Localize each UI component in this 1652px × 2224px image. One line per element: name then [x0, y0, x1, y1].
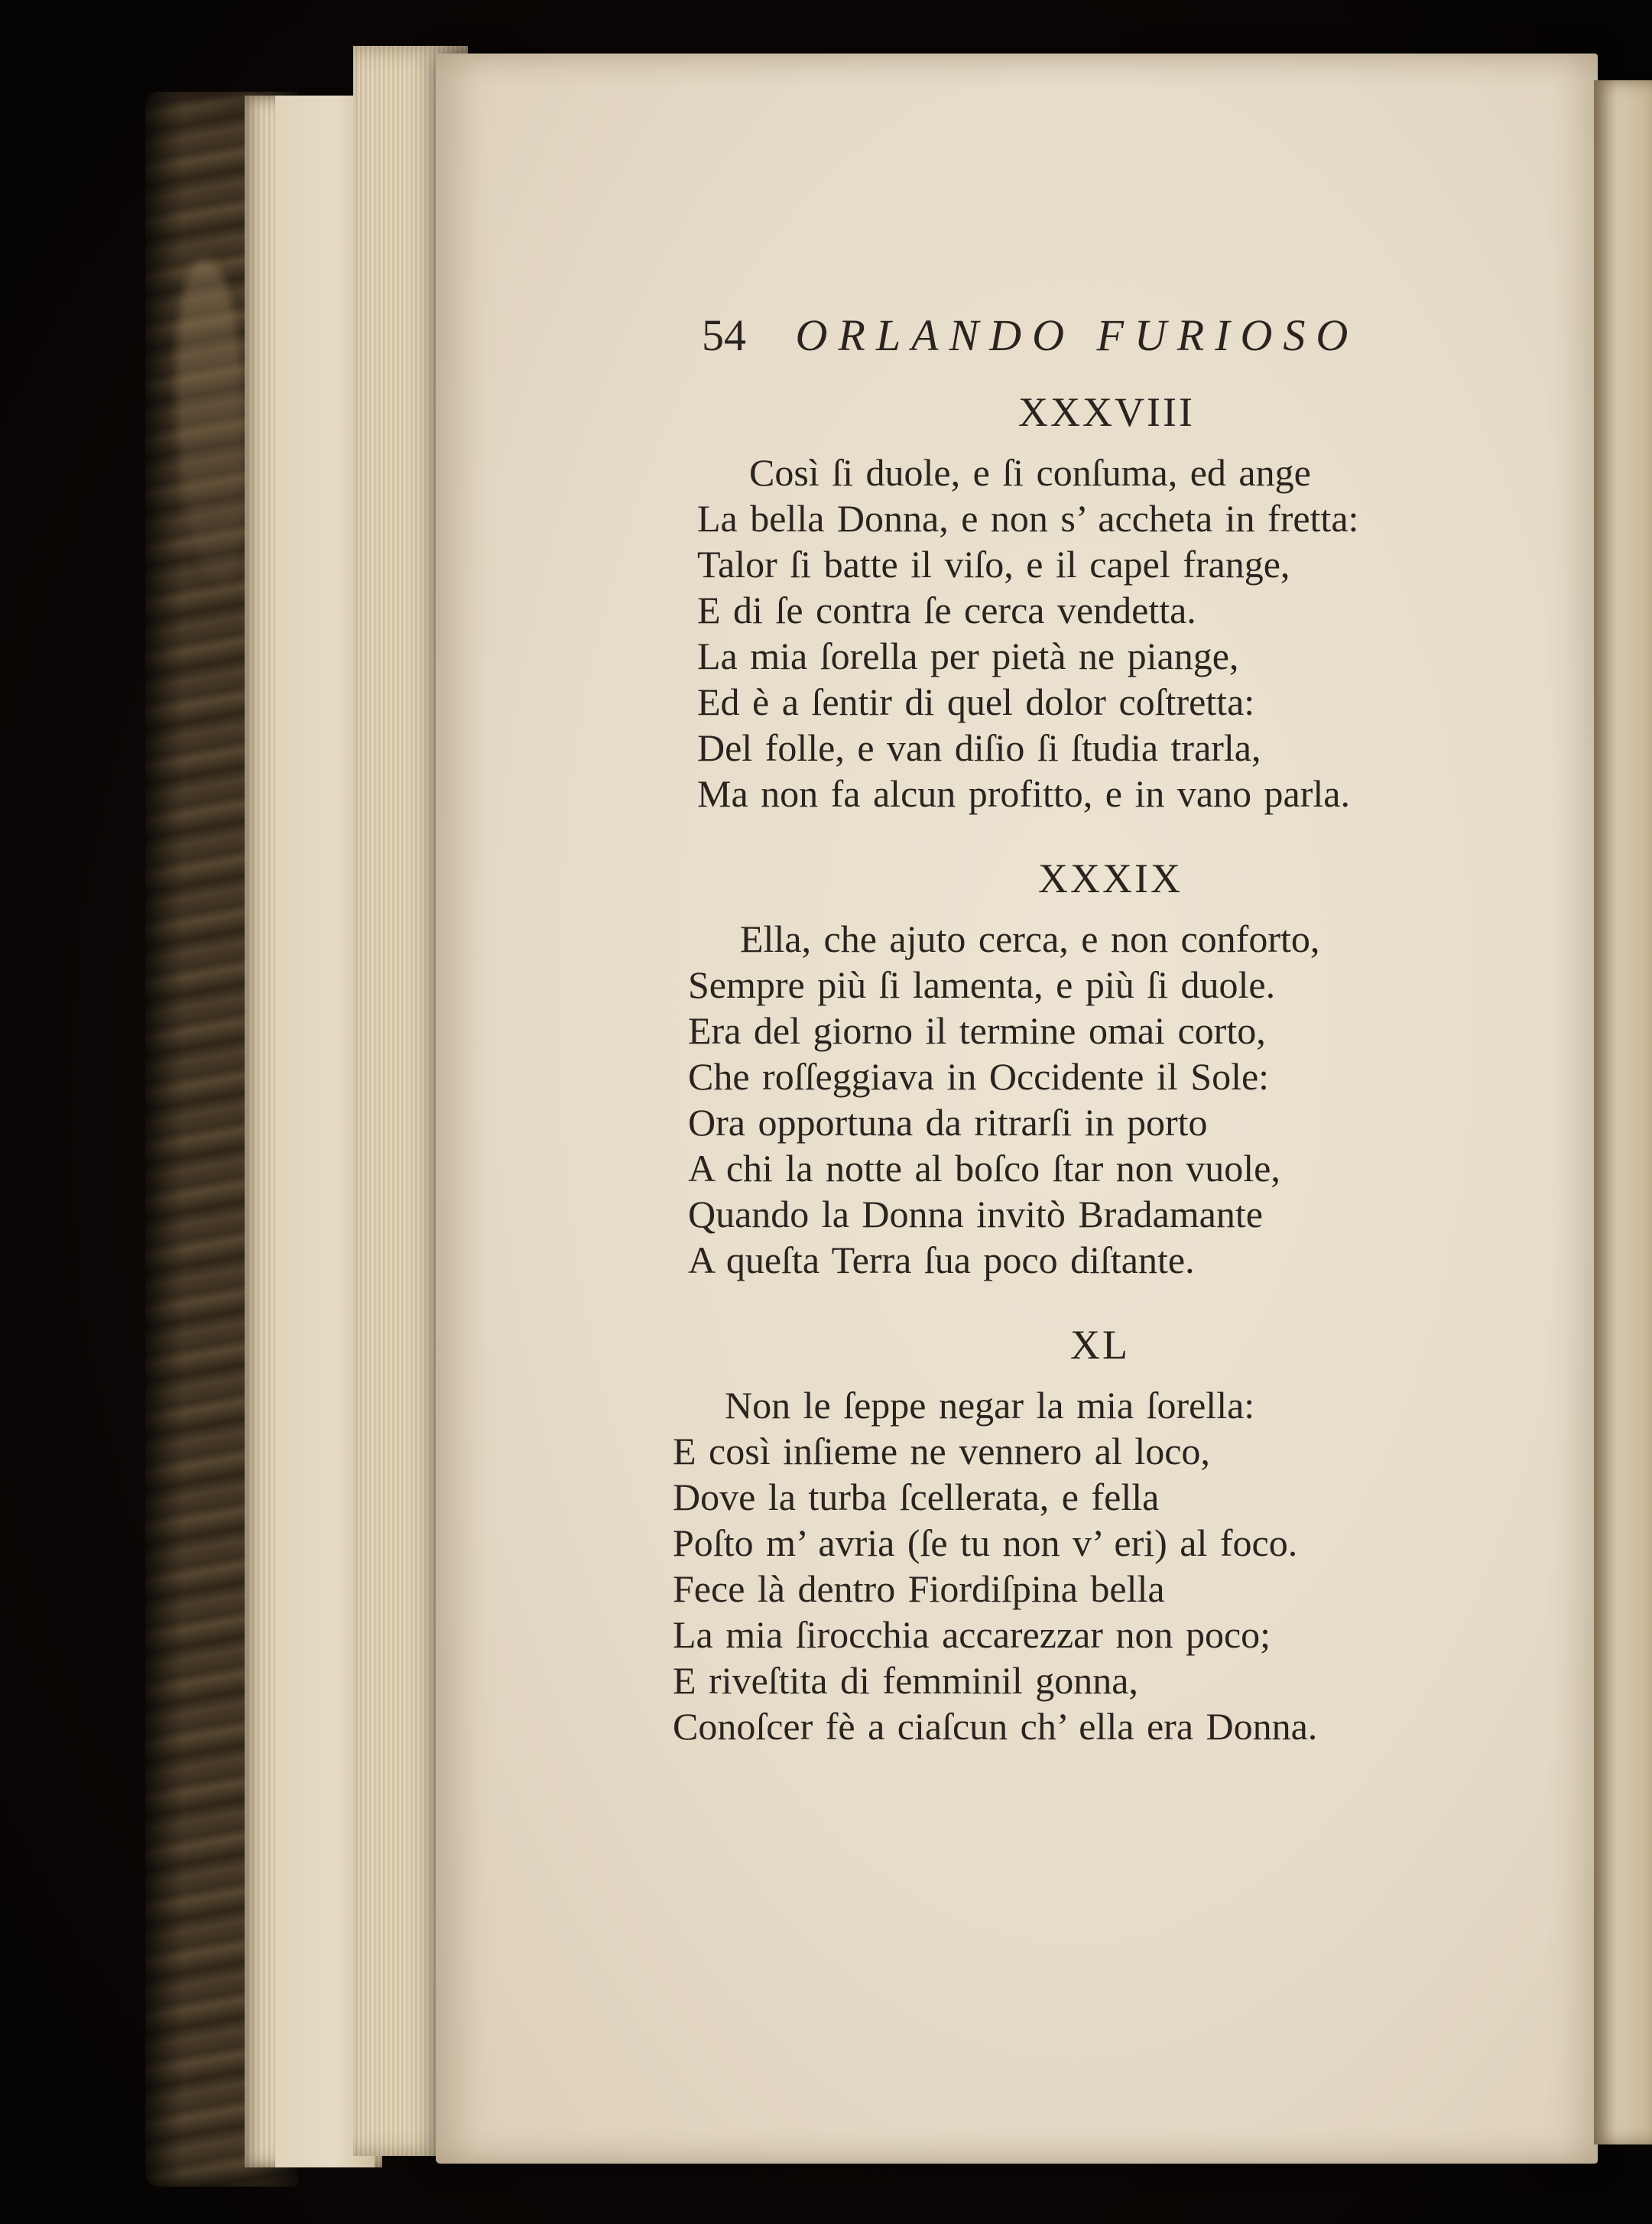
verse-line: Fece là dentro Fiordiſpina bella	[673, 1567, 1165, 1610]
verse-line: Ma non fa alcun profitto, e in vano parla.	[697, 772, 1350, 815]
verse-line: Talor ſi batte il viſo, e il capel frange,	[697, 543, 1290, 586]
stanza-number: XL	[1070, 1322, 1130, 1368]
verse-line: Ora opportuna da ritrarſi in porto	[688, 1101, 1208, 1144]
stanza-number: XXXVIII	[1018, 389, 1195, 435]
verse-line: A chi la notte al boſco ſtar non vuole,	[688, 1147, 1280, 1190]
verse-line: Che roſſeggiava in Occidente il Sole:	[688, 1055, 1270, 1098]
stanza-xxxix	[688, 916, 1319, 1283]
verse-line: Così ſi duole, e ſi conſuma, ed ange	[749, 451, 1311, 494]
running-title: ORLANDO FURIOSO	[795, 310, 1359, 360]
stanza-number: XXXIX	[1038, 856, 1183, 901]
verse-line: Ed è a ſentir di quel dolor coſtretta:	[697, 680, 1255, 723]
verse-line: Quando la Donna invitò Bradamante	[688, 1193, 1263, 1235]
verse-line: Ella, che ajuto cerca, e non conforto,	[740, 917, 1320, 960]
running-header	[702, 310, 1466, 371]
verse-line: E così inſieme ne vennero al loco,	[673, 1430, 1210, 1472]
verse-line: Conoſcer fè a ciaſcun ch’ ella era Donna.	[673, 1705, 1318, 1748]
verse-line: La mia ſirocchia accarezzar non poco;	[673, 1613, 1271, 1656]
verse-line: E di ſe contra ſe cerca vendetta.	[697, 589, 1196, 631]
verse-line: La bella Donna, e non s’ accheta in fretta:	[697, 497, 1359, 540]
stanza-xl	[673, 1382, 1317, 1749]
verse-line: Era del giorno il termine omai corto,	[688, 1009, 1266, 1052]
verse-line: Poſto m’ avria (ſe tu non v’ eri) al foco.	[673, 1521, 1298, 1564]
verse-line: Del folle, e van diſio ſi ſtudia trarla,	[697, 726, 1261, 769]
verse-line: Non le ſeppe negar la mia ſorella:	[725, 1384, 1255, 1427]
stanza-xxxviii	[697, 450, 1358, 817]
verse-line: E riveſtita di femminil gonna,	[673, 1659, 1138, 1702]
verse-line: Dove la turba ſcellerata, e fella	[673, 1476, 1160, 1518]
page-number: 54	[702, 310, 746, 360]
verse-line: A queſta Terra ſua poco diſtante.	[688, 1239, 1195, 1281]
verse-line: La mia ſorella per pietà ne piange,	[697, 635, 1239, 677]
verse-line: Sempre più ſi lamenta, e più ſi duole.	[688, 963, 1276, 1006]
